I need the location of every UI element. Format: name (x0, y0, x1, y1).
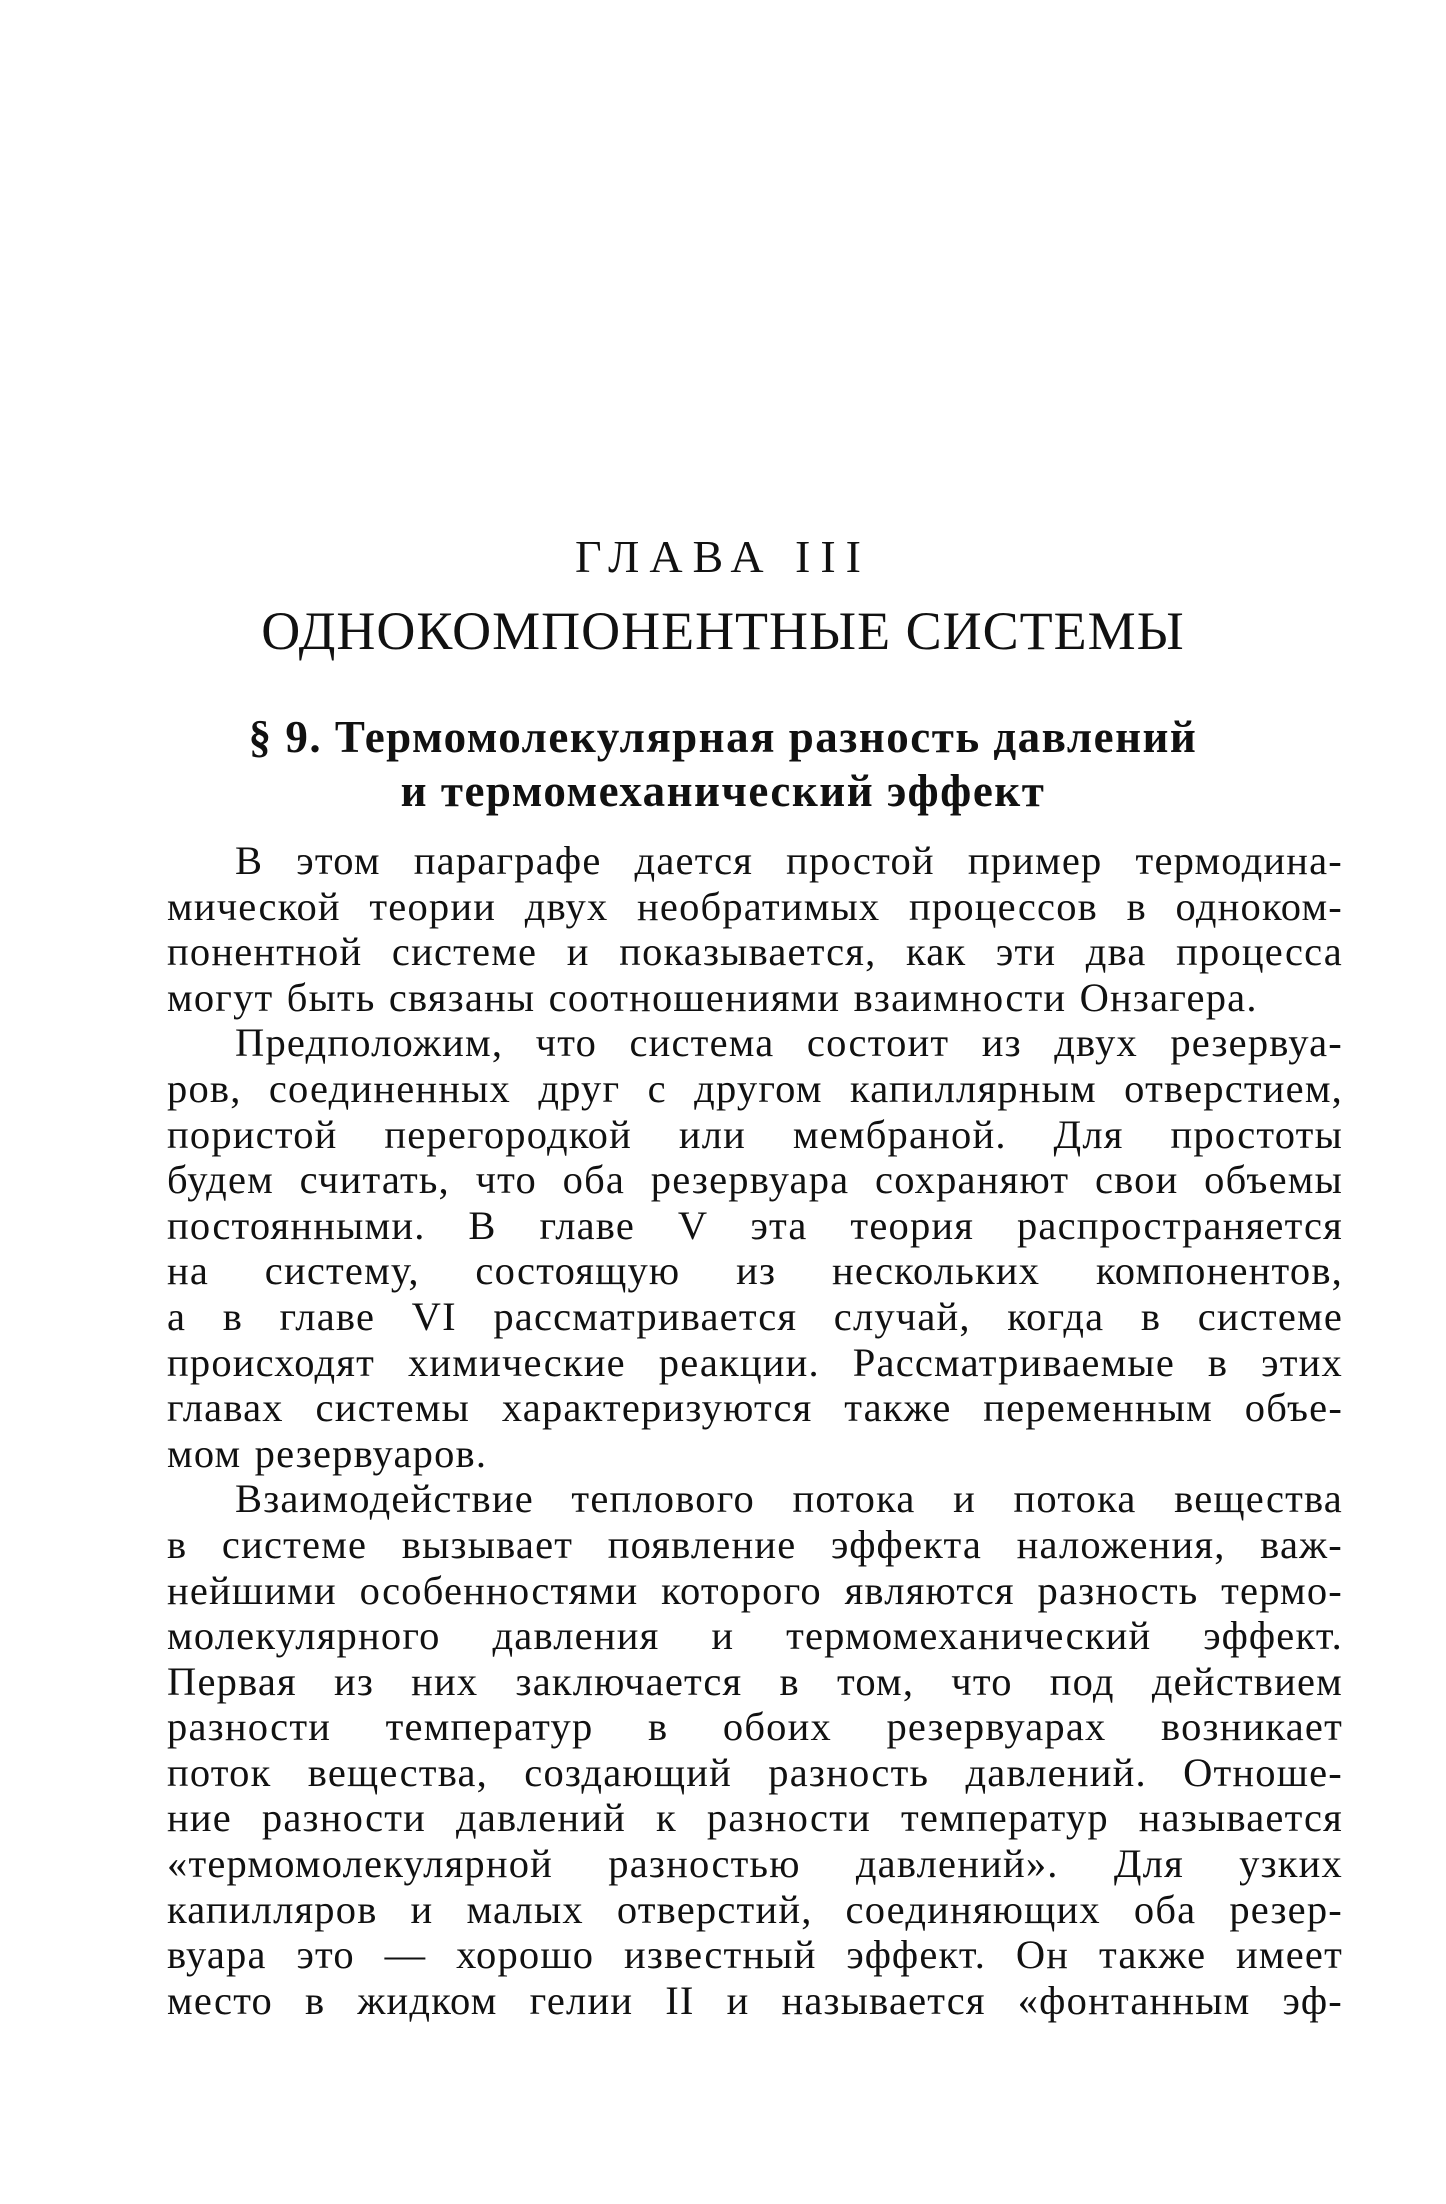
paragraph-1-line: понентной системе и показывается, как эти два процесса (167, 929, 1343, 975)
body-text (167, 838, 1343, 2023)
paragraph-3-line: нейшими особенностями которого являются разность термо- (167, 1567, 1343, 1613)
paragraph-3-line: молекулярного давления и термомеханический эффект. (167, 1613, 1343, 1659)
section-title (0, 710, 1446, 818)
paragraph-3-line: Первая из них заключается в том, что под действием (167, 1658, 1343, 1704)
chapter-label: ГЛАВА III (574, 531, 871, 582)
paragraph-2-line: постоянными. В главе V эта теория распространяется (167, 1202, 1343, 1248)
paragraph-3-line: ние разности давлений к разности температур называется (167, 1795, 1343, 1841)
paragraph-3-line: капилляров и малых отверстий, соединяющих оба резер- (167, 1886, 1343, 1932)
paragraph-2-line: Предположим, что система состоит из двух резервуа- (235, 1020, 1343, 1066)
paragraph-1-line: В этом параграфе дается простой пример термодина- (235, 838, 1343, 883)
paragraph-2-line: а в главе VI рассматривается случай, когда в системе (167, 1293, 1343, 1339)
paragraph-2-line: главах системы характеризуются также переменным объе- (167, 1385, 1343, 1431)
paragraph-3-line: Взаимодействие теплового потока и потока вещества (235, 1476, 1343, 1522)
section-title-line-1: § 9. Термомолекулярная разность давлений (248, 712, 1198, 762)
paragraph-3-line: в системе вызывает появление эффекта наложения, важ- (167, 1521, 1343, 1567)
paragraph-3-line: место в жидком гелии II и называется «фонтанным эф- (167, 1977, 1343, 2023)
paragraph-3-line: поток вещества, создающий разность давлений. Отноше- (167, 1749, 1343, 1795)
paragraph-3-line: «термомолекулярной разностью давлений». Для узких (167, 1841, 1343, 1887)
paragraph-2-line: ров, соединенных друг с другом капиллярным отверстием, (167, 1065, 1343, 1111)
paragraph-1-line: могут быть связаны соотношениями взаимности Онзагера. (167, 974, 1258, 1020)
chapter-title: ОДНОКОМПОНЕНТНЫЕ СИСТЕМЫ (261, 601, 1185, 661)
section-title-line-2: и термомеханический эффект (400, 766, 1046, 816)
paragraph-2-line: будем считать, что оба резервуара сохраняют свои объемы (167, 1157, 1343, 1203)
paragraph-2-line: на систему, состоящую из нескольких компонентов, (167, 1248, 1343, 1294)
paragraph-2-line: пористой перегородкой или мембраной. Для простоты (167, 1111, 1343, 1157)
paragraph-3-line: разности температур в обоих резервуарах возникает (167, 1704, 1343, 1750)
paragraph-2-line: происходят химические реакции. Рассматриваемые в этих (167, 1339, 1343, 1385)
paragraph-1-line: мической теории двух необратимых процессов в одноком- (167, 883, 1343, 929)
paragraph-2-line: мом резервуаров. (167, 1430, 488, 1476)
paragraph-3-line: вуара это — хорошо известный эффект. Он также имеет (167, 1932, 1343, 1978)
